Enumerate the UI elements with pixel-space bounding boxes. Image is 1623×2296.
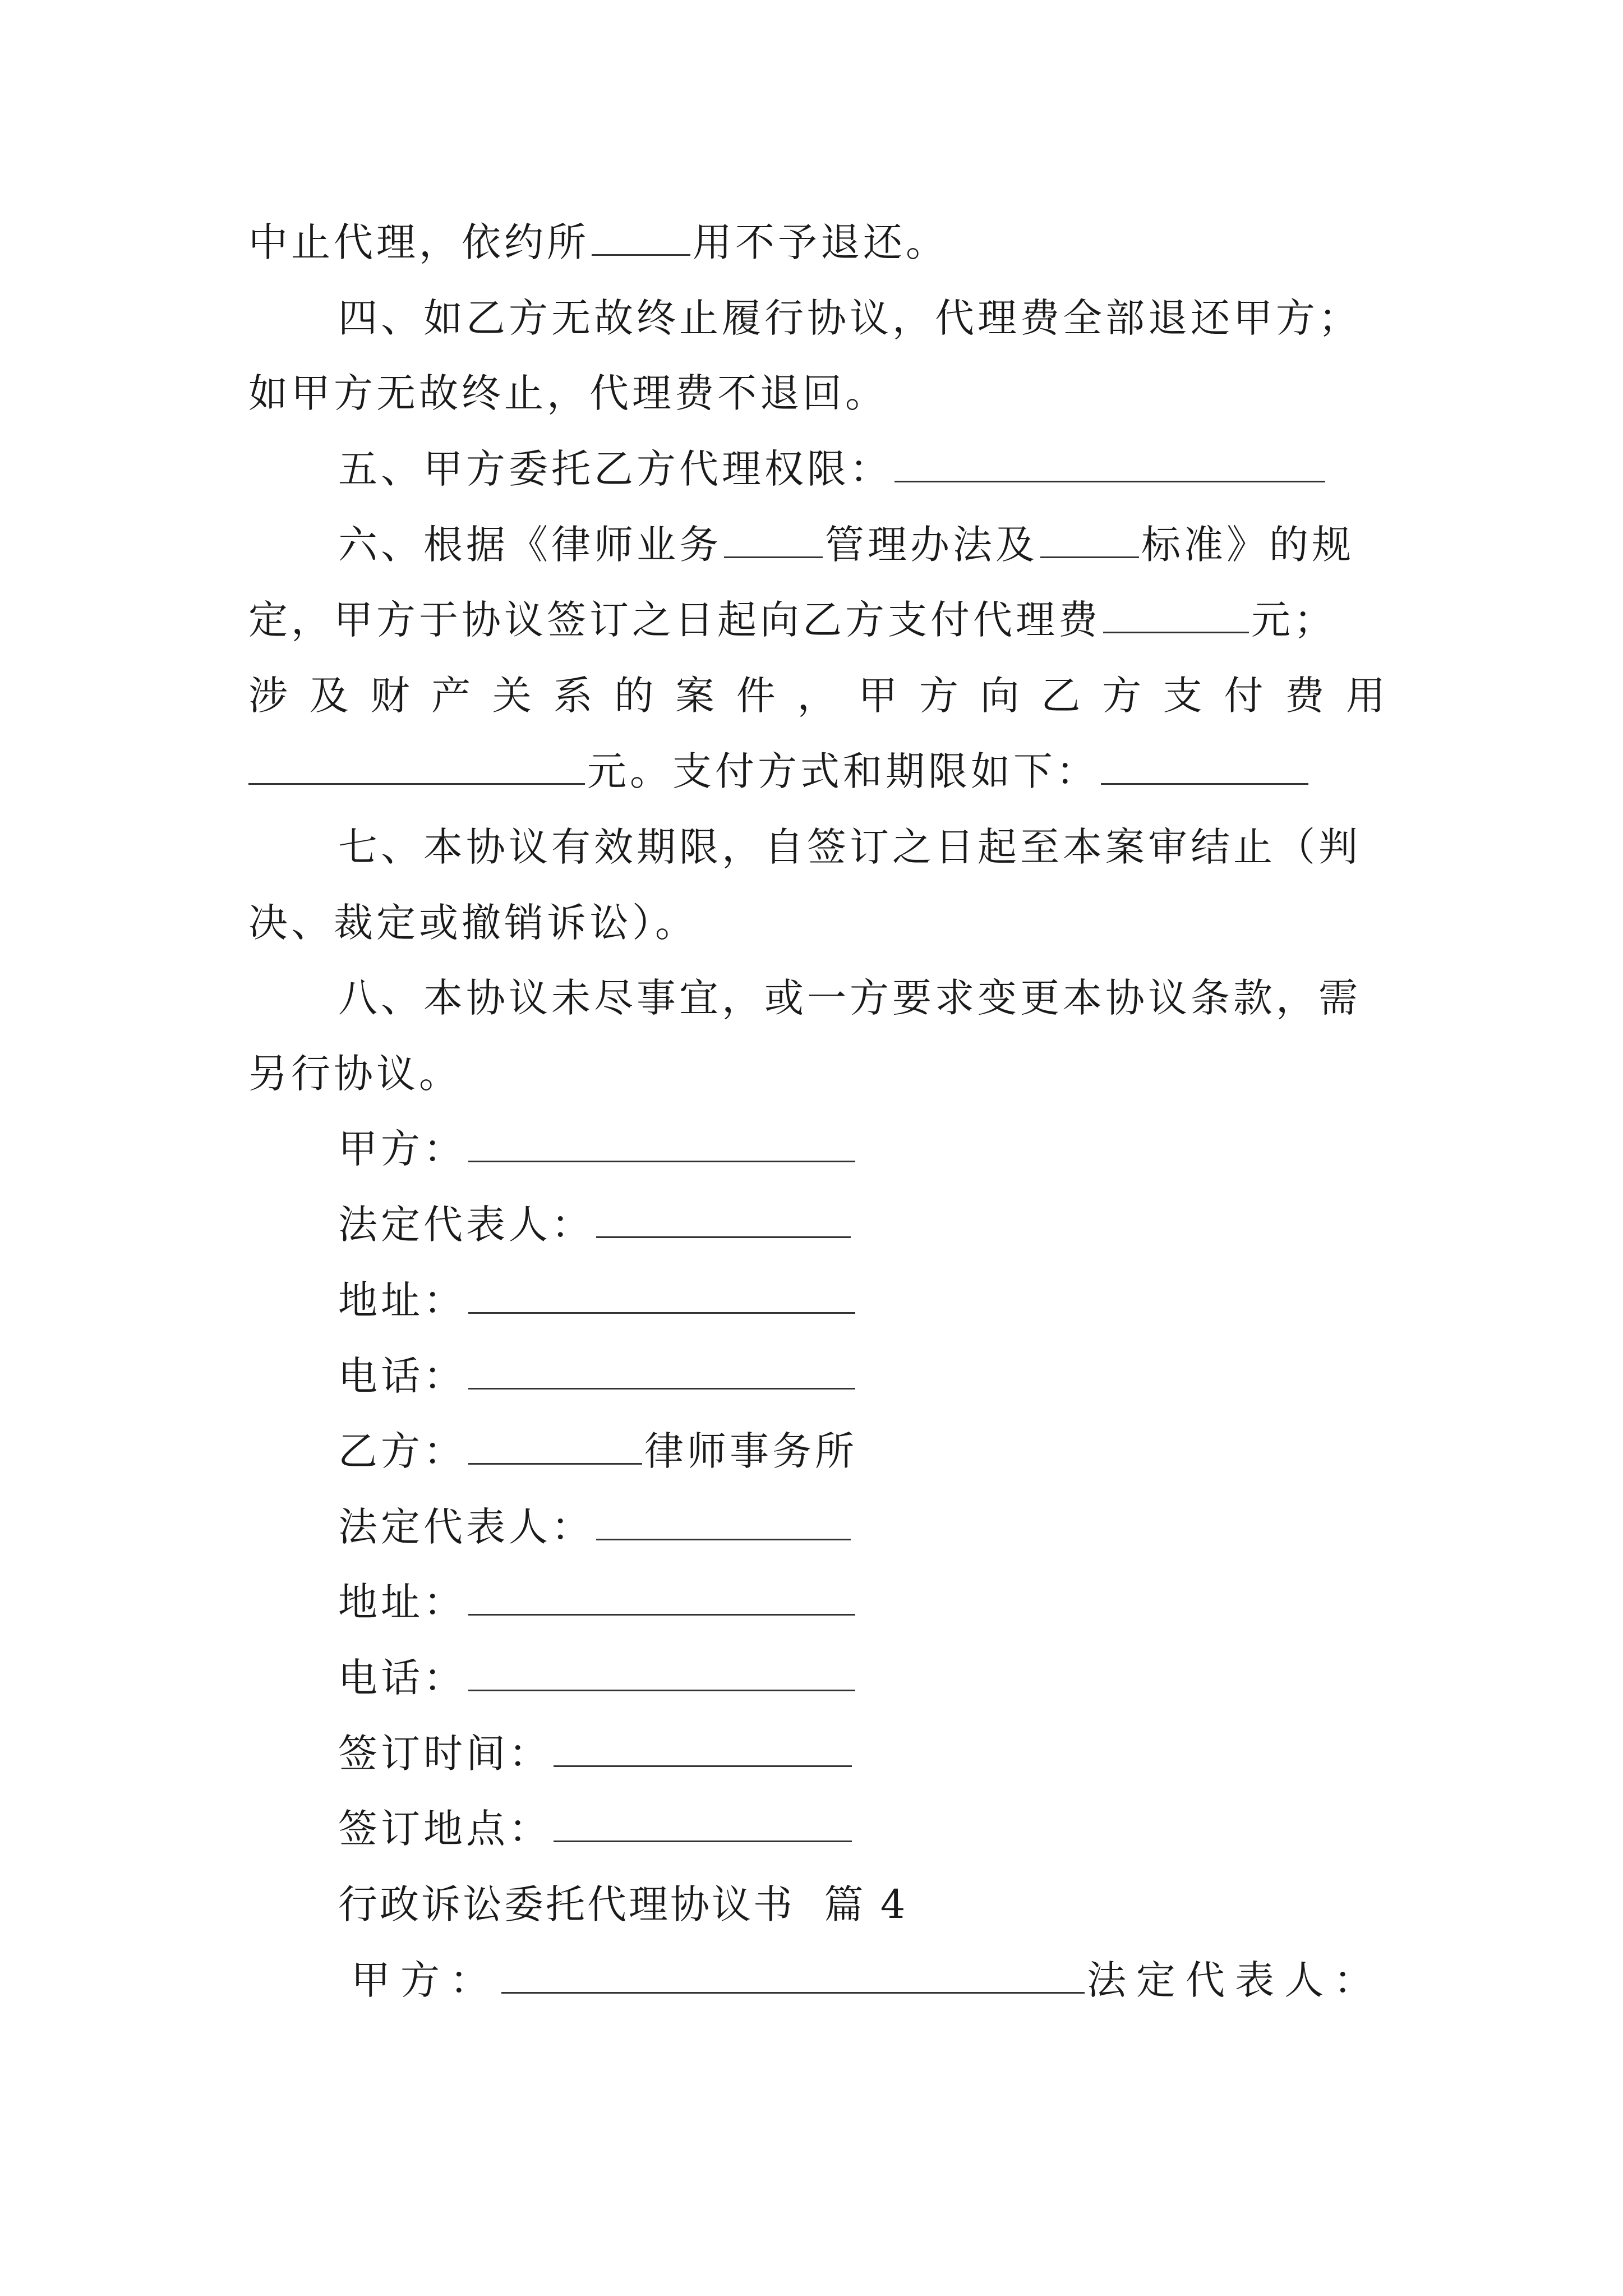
party-a-rep-row <box>338 1191 1475 1258</box>
justified-char: 方 <box>919 673 958 719</box>
party-a-phone-row <box>338 1342 1475 1410</box>
party-a-phone-label: 电话： <box>338 1353 466 1399</box>
justified-char: 费 <box>1285 673 1325 719</box>
party-a-rep-label: 法定代表人： <box>338 1202 594 1248</box>
party-b-phone-row <box>338 1644 1475 1711</box>
party-a-addr-label: 地址： <box>338 1277 466 1323</box>
payment-terms-blank-field[interactable] <box>1101 739 1308 785</box>
blank-field[interactable] <box>1040 513 1139 558</box>
clause6-line4 <box>248 738 1385 805</box>
clause6-text-c: 标准》的规 <box>1141 522 1354 568</box>
clause6-text-d: 定，甲方于协议签订之日起向乙方支付代理费 <box>248 597 1101 643</box>
justified-char: 付 <box>1224 673 1264 719</box>
clause3-tail-text-b: 用不予退还。 <box>693 219 948 265</box>
clause4-line1: 四、如乙方无故终止履行协议，代理费全部退还甲方； <box>338 295 1361 341</box>
justified-char: 关 <box>492 673 532 719</box>
clause6-text-b: 管理办法及 <box>825 522 1038 568</box>
clause8-line2: 另行协议。 <box>248 1051 462 1097</box>
party-b-name-row <box>338 1418 1475 1485</box>
justified-char: 财 <box>370 673 410 719</box>
clause6-line1 <box>338 511 1475 578</box>
agency-fee-blank-field[interactable] <box>1103 588 1249 633</box>
signing-time-label: 签订时间： <box>338 1731 551 1777</box>
next-party-a-label: 甲方： <box>351 1957 499 2003</box>
clause5-text: 五、甲方委托乙方代理权限： <box>338 446 892 492</box>
justified-char: 支 <box>1163 673 1202 719</box>
justified-char: 乙 <box>1041 673 1081 719</box>
party-a-rep-field[interactable] <box>596 1193 851 1238</box>
party-a-name-label: 甲方： <box>338 1126 466 1172</box>
justified-char: 产 <box>431 673 471 719</box>
party-b-name-label: 乙方： <box>338 1428 466 1474</box>
clause6-line2 <box>248 586 1385 654</box>
next-party-a-field[interactable] <box>501 1948 1085 1994</box>
clause6-text-f: 元。支付方式和期限如下： <box>587 748 1099 794</box>
party-b-rep-label: 法定代表人： <box>338 1504 594 1550</box>
signing-place-label: 签订地点： <box>338 1806 551 1852</box>
property-fee-blank-field[interactable] <box>248 739 585 785</box>
clause6-text-a: 六、根据《律师业务 <box>338 522 722 568</box>
justified-char: 及 <box>309 673 349 719</box>
signing-place-field[interactable] <box>554 1797 852 1842</box>
clause3-tail-text-a: 中止代理，依约所 <box>248 219 589 265</box>
justified-char: 系 <box>553 673 593 719</box>
clause8-line1: 八、本协议未尽事宜，或一方要求变更本协议条款，需 <box>338 975 1361 1021</box>
party-a-addr-field[interactable] <box>468 1268 855 1314</box>
party-b-firm-suffix: 律师事务所 <box>644 1428 857 1474</box>
clause6-line3 <box>248 662 1385 729</box>
clause7-line1: 七、本协议有效期限，自签订之日起至本案审结止（判 <box>338 824 1361 870</box>
party-b-firm-field[interactable] <box>468 1419 642 1465</box>
signing-place-row <box>338 1795 1475 1862</box>
party-a-name-field[interactable] <box>468 1117 855 1162</box>
justified-char: 的 <box>614 673 654 719</box>
justified-char: 向 <box>980 673 1020 719</box>
justified-char: 件 <box>736 673 776 719</box>
justified-char: ， <box>797 673 837 719</box>
next-section-party-row <box>351 1947 1394 2014</box>
blank-field[interactable] <box>592 210 690 256</box>
next-rep-label: 法定代表人： <box>1087 1957 1383 2003</box>
clause5-line <box>338 435 1475 503</box>
justified-char: 用 <box>1345 673 1385 719</box>
section-title: 行政诉讼委托代理协议书 篇 4 <box>338 1881 908 1927</box>
justified-char: 案 <box>675 673 715 719</box>
party-b-addr-row <box>338 1568 1475 1636</box>
signing-time-field[interactable] <box>554 1722 852 1767</box>
party-b-addr-label: 地址： <box>338 1579 466 1625</box>
justified-char: 涉 <box>248 673 288 719</box>
party-b-rep-row <box>338 1493 1475 1561</box>
party-b-addr-field[interactable] <box>468 1570 855 1616</box>
party-a-name-row <box>338 1115 1475 1182</box>
signing-time-row <box>338 1720 1475 1787</box>
clause3-tail <box>248 209 1385 276</box>
clause7-line2: 决、裁定或撤销诉讼）。 <box>248 900 698 946</box>
blank-field[interactable] <box>724 513 823 558</box>
justified-char: 甲 <box>858 673 898 719</box>
party-b-phone-field[interactable] <box>468 1646 855 1691</box>
party-a-phone-field[interactable] <box>468 1344 855 1389</box>
clause4-line2: 如甲方无故终止，代理费不退回。 <box>248 370 888 416</box>
party-b-rep-field[interactable] <box>596 1495 851 1540</box>
authority-blank-field[interactable] <box>895 437 1325 482</box>
party-b-phone-label: 电话： <box>338 1655 466 1701</box>
party-a-addr-row <box>338 1267 1475 1334</box>
justified-char: 方 <box>1102 673 1142 719</box>
clause6-text-e: 元； <box>1251 597 1336 643</box>
